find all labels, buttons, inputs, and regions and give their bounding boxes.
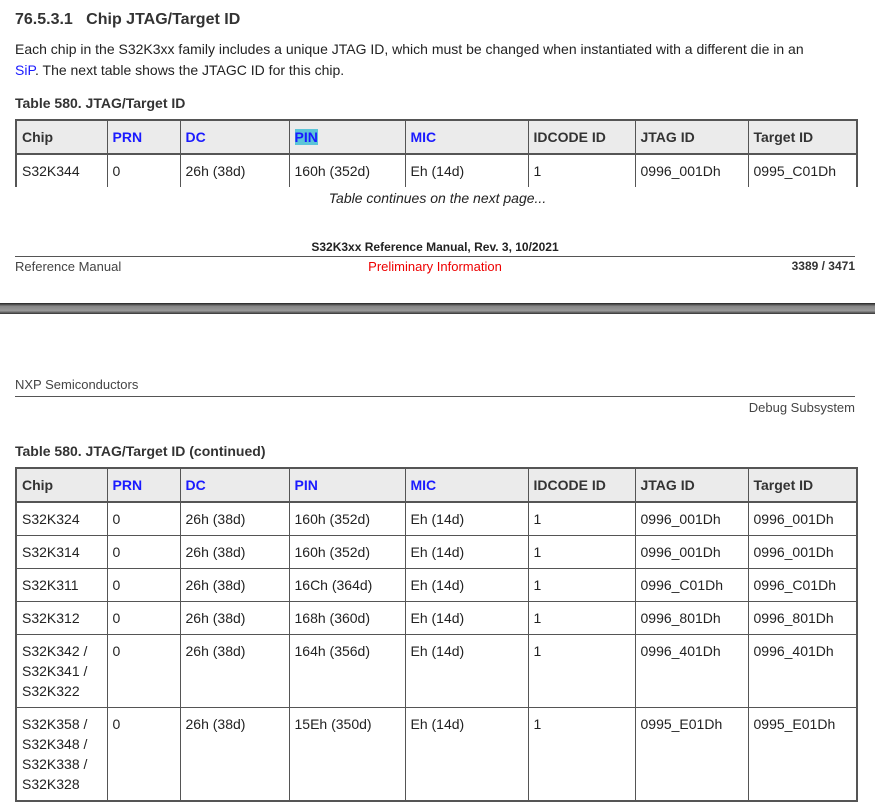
table-cell: 1 <box>528 154 635 187</box>
column-header-chip: Chip <box>16 120 107 154</box>
footer-left: Reference Manual <box>15 259 122 274</box>
table-cell: 16Ch (364d) <box>289 569 405 602</box>
page-number: 3389 / 3471 <box>791 259 855 273</box>
table1-caption: Table 580. JTAG/Target ID <box>15 95 186 111</box>
column-header-dc[interactable]: DC <box>180 468 289 502</box>
column-header-pin[interactable]: PIN <box>289 120 405 154</box>
table-cell: 168h (360d) <box>289 602 405 635</box>
table-cell: 160h (352d) <box>289 502 405 536</box>
table-cell: 26h (38d) <box>180 569 289 602</box>
footer-divider <box>15 256 855 257</box>
table-cell: 1 <box>528 708 635 802</box>
column-header-idcode-id: IDCODE ID <box>528 468 635 502</box>
table-cell: 26h (38d) <box>180 635 289 708</box>
table-row <box>16 569 857 602</box>
table-row <box>16 502 857 536</box>
table-cell: S32K324 <box>16 502 107 536</box>
table-cell: 0996_001Dh <box>748 502 857 536</box>
table-cell: 0996_801Dh <box>635 602 748 635</box>
column-header-pin[interactable]: PIN <box>289 468 405 502</box>
table-cell: 0 <box>107 635 180 708</box>
table-cell: 0996_001Dh <box>635 502 748 536</box>
table-cell: 164h (356d) <box>289 635 405 708</box>
table-continues-note: Table continues on the next page... <box>328 190 547 206</box>
table2-caption: Table 580. JTAG/Target ID (continued) <box>15 443 266 459</box>
table-row <box>16 708 857 802</box>
table-cell: Eh (14d) <box>405 635 528 708</box>
section-heading <box>15 11 240 29</box>
sip-link[interactable]: SiP <box>15 62 35 78</box>
table-cell: Eh (14d) <box>405 154 528 187</box>
table-cell: 0996_001Dh <box>635 154 748 187</box>
table-cell: 26h (38d) <box>180 502 289 536</box>
column-header-jtag-id: JTAG ID <box>635 468 748 502</box>
table-cell: Eh (14d) <box>405 602 528 635</box>
table-cell: 0995_C01Dh <box>748 154 857 187</box>
section-number: 76.5.3.1 <box>15 11 73 28</box>
column-header-target-id: Target ID <box>748 468 857 502</box>
table-cell: Eh (14d) <box>405 536 528 569</box>
table-cell: 0996_C01Dh <box>635 569 748 602</box>
table-cell: Eh (14d) <box>405 708 528 802</box>
table-cell: 26h (38d) <box>180 154 289 187</box>
table-cell: 1 <box>528 536 635 569</box>
header-chapter: Debug Subsystem <box>748 400 855 415</box>
table-cell: 0996_401Dh <box>635 635 748 708</box>
table-cell: 0 <box>107 602 180 635</box>
table-cell: S32K344 <box>16 154 107 187</box>
footer-manual-title: S32K3xx Reference Manual, Rev. 3, 10/2021 <box>311 240 559 254</box>
header-company: NXP Semiconductors <box>15 377 139 392</box>
table-cell: 0 <box>107 708 180 802</box>
table-cell: 0996_001Dh <box>748 536 857 569</box>
table-cell: 0996_401Dh <box>748 635 857 708</box>
table-cell: Eh (14d) <box>405 502 528 536</box>
table-cell: 1 <box>528 569 635 602</box>
table-cell: S32K314 <box>16 536 107 569</box>
table-cell: S32K342 / S32K341 / S32K322 <box>16 635 107 708</box>
header-row <box>16 120 857 154</box>
column-header-idcode-id: IDCODE ID <box>528 120 635 154</box>
table-cell: 0 <box>107 502 180 536</box>
table-cell: 1 <box>528 635 635 708</box>
column-header-mic[interactable]: MIC <box>405 468 528 502</box>
table-cell: Eh (14d) <box>405 569 528 602</box>
column-header-jtag-id: JTAG ID <box>635 120 748 154</box>
table-cell: 0995_E01Dh <box>635 708 748 802</box>
table-row <box>16 635 857 708</box>
table-cell: S32K358 / S32K348 / S32K338 / S32K328 <box>16 708 107 802</box>
table-cell: 160h (352d) <box>289 536 405 569</box>
jtag-table-continued <box>15 467 858 802</box>
jtag-table <box>15 119 858 187</box>
table-row <box>16 536 857 569</box>
table-cell: 0 <box>107 569 180 602</box>
column-header-prn[interactable]: PRN <box>107 120 180 154</box>
column-header-prn[interactable]: PRN <box>107 468 180 502</box>
table-cell: 0996_001Dh <box>635 536 748 569</box>
header-divider <box>15 396 855 397</box>
table-cell: 0 <box>107 536 180 569</box>
table-cell: 26h (38d) <box>180 708 289 802</box>
table-cell: 0 <box>107 154 180 187</box>
table-row <box>16 154 857 187</box>
table-cell: 160h (352d) <box>289 154 405 187</box>
table-cell: 26h (38d) <box>180 602 289 635</box>
table-cell: S32K311 <box>16 569 107 602</box>
footer-preliminary: Preliminary Information <box>368 259 502 274</box>
table-row <box>16 602 857 635</box>
table-cell: 26h (38d) <box>180 536 289 569</box>
table-cell: 1 <box>528 502 635 536</box>
header-row <box>16 468 857 502</box>
table-cell: 0995_E01Dh <box>748 708 857 802</box>
table-cell: S32K312 <box>16 602 107 635</box>
column-header-target-id: Target ID <box>748 120 857 154</box>
section-title: Chip JTAG/Target ID <box>86 11 241 28</box>
column-header-mic[interactable]: MIC <box>405 120 528 154</box>
column-header-chip: Chip <box>16 468 107 502</box>
table-cell: 15Eh (350d) <box>289 708 405 802</box>
page-break-separator <box>0 303 875 314</box>
column-header-dc[interactable]: DC <box>180 120 289 154</box>
table-cell: 0996_801Dh <box>748 602 857 635</box>
intro-paragraph: Each chip in the S32K3xx family includes a unique JTAG ID, which must be changed when instantiated with a different die in an SiP. The next table shows the JTAGC ID for this chip. <box>15 41 804 78</box>
table-cell: 0996_C01Dh <box>748 569 857 602</box>
table-cell: 1 <box>528 602 635 635</box>
